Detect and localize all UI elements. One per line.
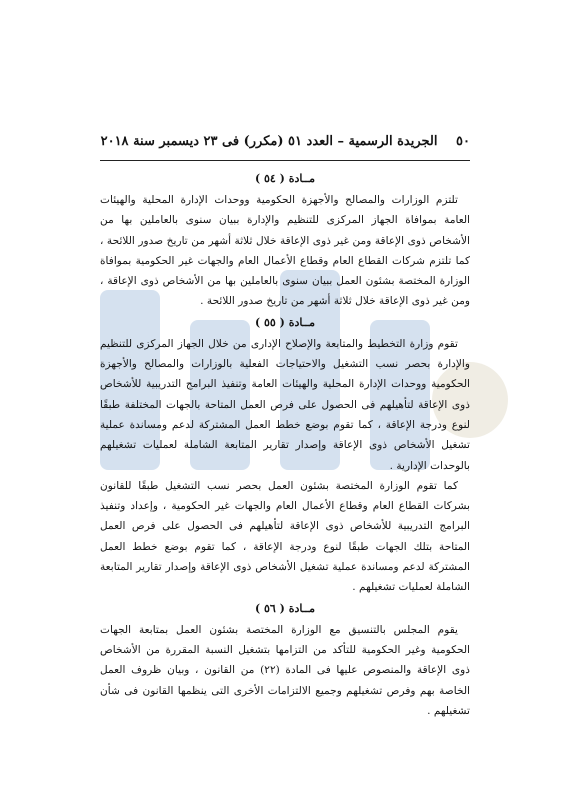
article-paragraph: يقوم المجلس بالتنسيق مع الوزارة المختصة بشئون العمل بمتابعة الجهات الحكومية وغير الحكومية للتأكد من التزامها بتشغيل النسبة المقررة من الأشخاص ذوى الإعاقة والمنصوص عليها فى المادة (٢٢) من القانون ، وبيان ظروف العمل الخاصة بهم وفرص تشغيلهم وجميع الالتزامات الأخرى التى ينظمها القانون فى شأن تشغيلهم .: [100, 623, 470, 717]
header-rule: [100, 160, 470, 161]
article-56: [100, 598, 470, 721]
article-title: مــادة ( ٥٤ ): [254, 172, 316, 185]
article-paragraph: كما تقوم الوزارة المختصة بشئون العمل بحصر نسب التشغيل طبقًا للقانون بشركات القطاع العام وقطاع الأعمال العام والجهات غير الحكومية ، وإعداد وتنفيذ البرامج التدريبية للأشخاص ذوى الإعاقة لتأهيلهم فى الحصول على فرص العمل المتاحة بتلك الجهات طبقًا لنوع ودرجة الإعاقة ، كما تقوم بوضع خطط العمل المشتركة لدعم ومساندة عملية تشغيل الأشخاص ذوى الإعاقة وإصدار تقارير المتابعة الشاملة لعمليات تشغيلهم .: [100, 479, 470, 594]
page-header: [100, 134, 470, 149]
document-body: [100, 168, 470, 721]
gazette-title: الجريدة الرسمية – العدد ٥١ (مكرر) فى ٢٣ ديسمبر سنة ٢٠١٨: [100, 134, 438, 149]
article-title: مــادة ( ٥٥ ): [254, 315, 316, 329]
page-number: ٥٠: [456, 134, 470, 149]
article-title: مــادة ( ٥٦ ): [254, 601, 316, 615]
article-paragraph: تلتزم الوزارات والمصالح والأجهزة الحكومية ووحدات الإدارة المحلية والهيئات العامة بموافاة الجهاز المركزى للتنظيم والإدارة ببيان سنوى بالعاملين بها من الأشخاص ذوى الإعاقة ومن غير ذوى الإعاقة خلال ثلاثة أشهر من تاريخ صدور اللائحة ، كما تلتزم شركات القطاع العام وقطاع الأعمال العام والجهات غير الحكومية بموافاة الوزارة المختصة بشئون العمل ببيان سنوى بالعاملين بها من الأشخاص ذوى الإعاقة ، ومن غير ذوى الإعاقة خلال ثلاثة أشهر من تاريخ صدور اللائحة .: [100, 194, 470, 308]
article-55: [100, 312, 470, 598]
article-paragraph: تقوم وزارة التخطيط والمتابعة والإصلاح الإدارى من خلال الجهاز المركزى للتنظيم والإدارة بحصر نسب التشغيل والاحتياجات الفعلية بالوزارات والمصالح والأجهزة الحكومية ووحدات الإدارة المحلية والهيئات العامة وتنفيذ البرامج التدريبية للأشخاص ذوى الإعاقة لتأهيلهم فى الحصول على فرص العمل المتاحة بالجهات المختلفة طبقًا لنوع ودرجة الإعاقة ، كما تقوم بوضع خطط العمل المشتركة لدعم ومساندة عملية تشغيل الأشخاص ذوى الإعاقة وإصدار تقارير المتابعة الشاملة لعمليات تشغيلهم بالوحدات الإدارية .: [100, 337, 470, 472]
article-54: [100, 168, 470, 312]
